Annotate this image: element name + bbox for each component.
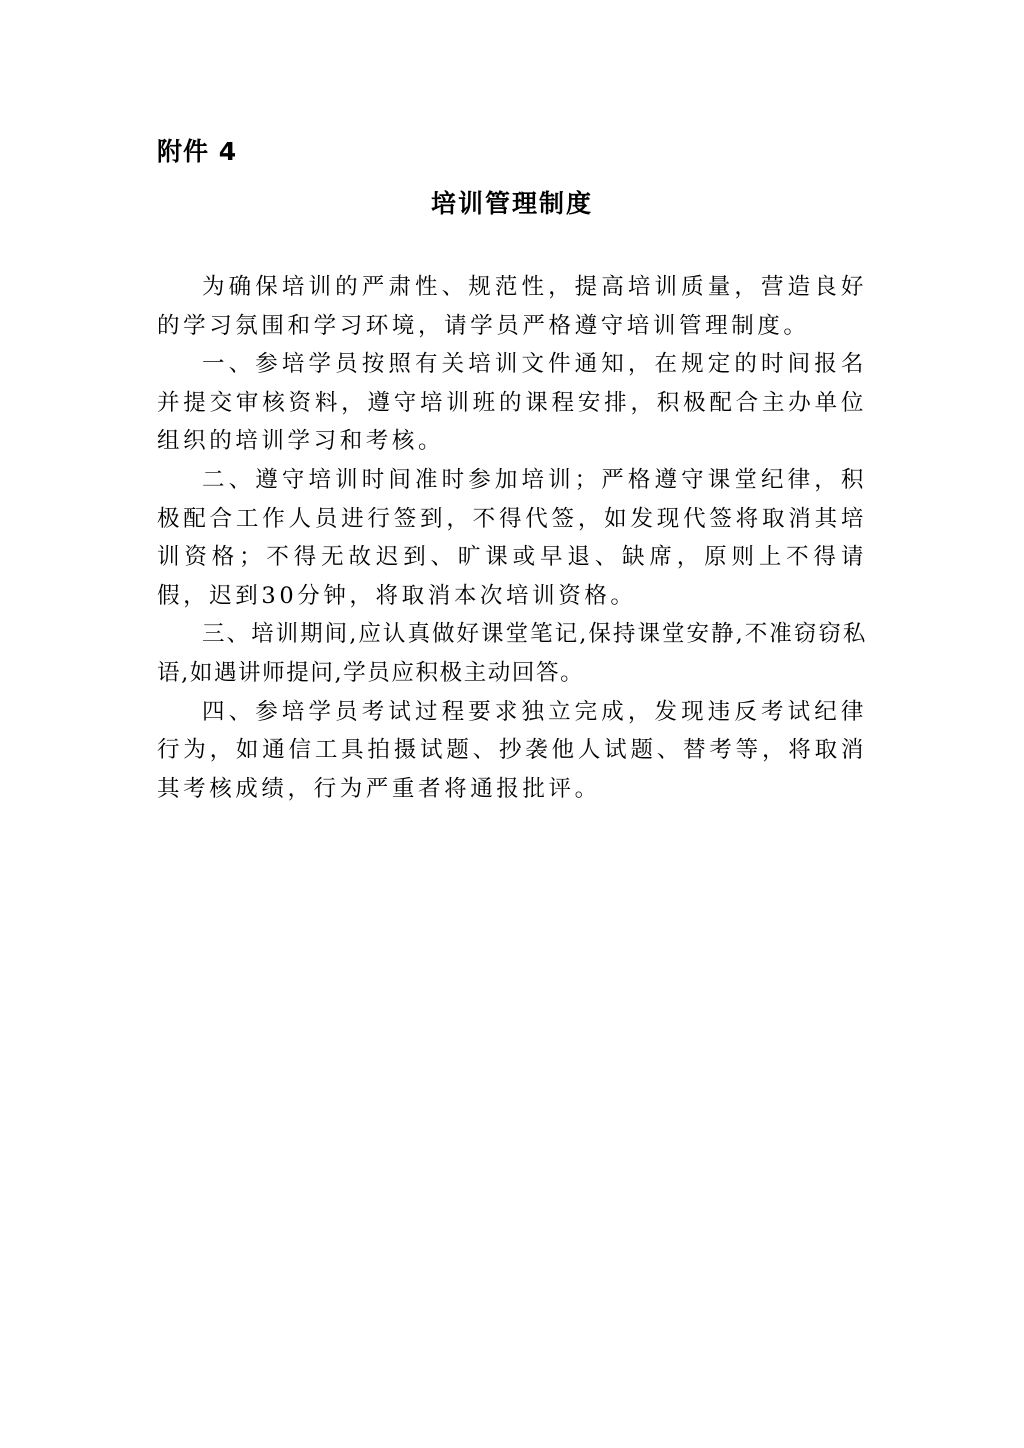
attachment-label: 附件 4 [157, 137, 238, 166]
intro-paragraph: 为确保培训的严肃性、规范性，提高培训质量，营造良好的学习氛围和学习环境，请学员严格遵守培训管理制度。 [157, 274, 867, 339]
document-body [157, 268, 867, 808]
rule-paragraph-1: 一、参培学员按照有关培训文件通知，在规定的时间报名并提交审核资料，遵守培训班的课程安排，积极配合主办单位组织的培训学习和考核。 [157, 351, 867, 455]
rule-paragraph-4: 四、参培学员考试过程要求独立完成，发现违反考试纪律行为，如通信工具拍摄试题、抄袭他人试题、替考等，将取消其考核成绩，行为严重者将通报批评。 [157, 698, 867, 802]
rule-paragraph-3: 三、培训期间,应认真做好课堂笔记,保持课堂安静,不准窃窃私语,如遇讲师提问,学员应积极主动回答。 [157, 621, 867, 686]
document-title: 培训管理制度 [430, 189, 593, 218]
rule-paragraph-2: 二、遵守培训时间准时参加培训；严格遵守课堂纪律，积极配合工作人员进行签到，不得代签，如发现代签将取消其培训资格；不得无故迟到、旷课或早退、缺席，原则上不得请假，迟到30分钟，将取消本次培训资格。 [157, 466, 867, 609]
